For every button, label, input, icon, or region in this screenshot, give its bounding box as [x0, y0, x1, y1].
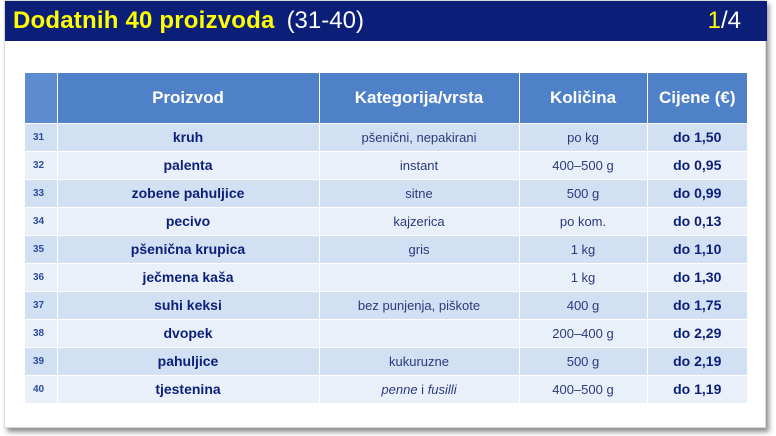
- product-quantity: 1 kg: [519, 235, 647, 263]
- table-row: [25, 263, 747, 291]
- page-indicator: [708, 7, 741, 35]
- product-quantity: 500 g: [519, 347, 647, 375]
- table-row: [25, 347, 747, 375]
- slide-title: Dodatnih 40 proizvoda: [13, 7, 275, 34]
- product-name: kruh: [57, 123, 319, 151]
- table-row: [25, 235, 747, 263]
- product-quantity: 1 kg: [519, 263, 647, 291]
- product-category: gris: [319, 235, 519, 263]
- column-header-price: Cijene (€): [647, 73, 747, 123]
- product-name: palenta: [57, 151, 319, 179]
- column-header-product: Proizvod: [57, 73, 319, 123]
- product-quantity: 400–500 g: [519, 151, 647, 179]
- product-name: pšenična krupica: [57, 235, 319, 263]
- row-number: 36: [25, 263, 57, 291]
- table-row: [25, 207, 747, 235]
- product-price: do 2,19: [647, 347, 747, 375]
- page-current: 1: [707, 7, 721, 34]
- product-category: bez punjenja, piškote: [319, 291, 519, 319]
- product-price: do 1,10: [647, 235, 747, 263]
- product-category: [319, 319, 519, 347]
- row-number: 39: [25, 347, 57, 375]
- product-name: ječmena kaša: [57, 263, 319, 291]
- row-number: 40: [25, 375, 57, 403]
- product-category: pšenični, nepakirani: [319, 123, 519, 151]
- product-quantity: po kom.: [519, 207, 647, 235]
- price-table: [25, 73, 747, 403]
- table-row: [25, 291, 747, 319]
- product-category: [319, 263, 519, 291]
- category-join: i: [417, 381, 428, 397]
- product-category: sitne: [319, 179, 519, 207]
- row-number: 31: [25, 123, 57, 151]
- product-price: do 0,99: [647, 179, 747, 207]
- product-category: kajzerica: [319, 207, 519, 235]
- product-price: do 0,13: [647, 207, 747, 235]
- table-row: [25, 319, 747, 347]
- title-bar: [5, 1, 767, 41]
- slide: [4, 0, 766, 428]
- product-price: do 1,50: [647, 123, 747, 151]
- column-header-number: [25, 73, 57, 123]
- table-row: [25, 123, 747, 151]
- row-number: 37: [25, 291, 57, 319]
- product-category: kukuruzne: [319, 347, 519, 375]
- table-row: [25, 179, 747, 207]
- row-number: 34: [25, 207, 57, 235]
- column-header-quantity: Količina: [519, 73, 647, 123]
- table-row: [25, 375, 747, 403]
- page-total: /4: [720, 7, 741, 34]
- product-name: pecivo: [57, 207, 319, 235]
- slide-title-range: (31-40): [286, 7, 364, 34]
- column-header-category: Kategorija/vrsta: [319, 73, 519, 123]
- product-price: do 1,75: [647, 291, 747, 319]
- row-number: 33: [25, 179, 57, 207]
- row-number: 32: [25, 151, 57, 179]
- product-quantity: 400 g: [519, 291, 647, 319]
- row-number: 38: [25, 319, 57, 347]
- row-number: 35: [25, 235, 57, 263]
- product-category: [319, 375, 519, 403]
- product-quantity: 200–400 g: [519, 319, 647, 347]
- product-price: do 1,19: [647, 375, 747, 403]
- category-italic-a: penne: [381, 381, 418, 397]
- product-quantity: 500 g: [519, 179, 647, 207]
- table-header-row: [25, 73, 747, 123]
- product-name: pahuljice: [57, 347, 319, 375]
- product-quantity: po kg: [519, 123, 647, 151]
- product-price: do 1,30: [647, 263, 747, 291]
- product-name: suhi keksi: [57, 291, 319, 319]
- product-name: dvopek: [57, 319, 319, 347]
- table-row: [25, 151, 747, 179]
- product-price: do 2,29: [647, 319, 747, 347]
- product-price: do 0,95: [647, 151, 747, 179]
- product-name: zobene pahuljice: [57, 179, 319, 207]
- product-category: instant: [319, 151, 519, 179]
- product-name: tjestenina: [57, 375, 319, 403]
- category-italic-b: fusilli: [427, 381, 457, 397]
- product-quantity: 400–500 g: [519, 375, 647, 403]
